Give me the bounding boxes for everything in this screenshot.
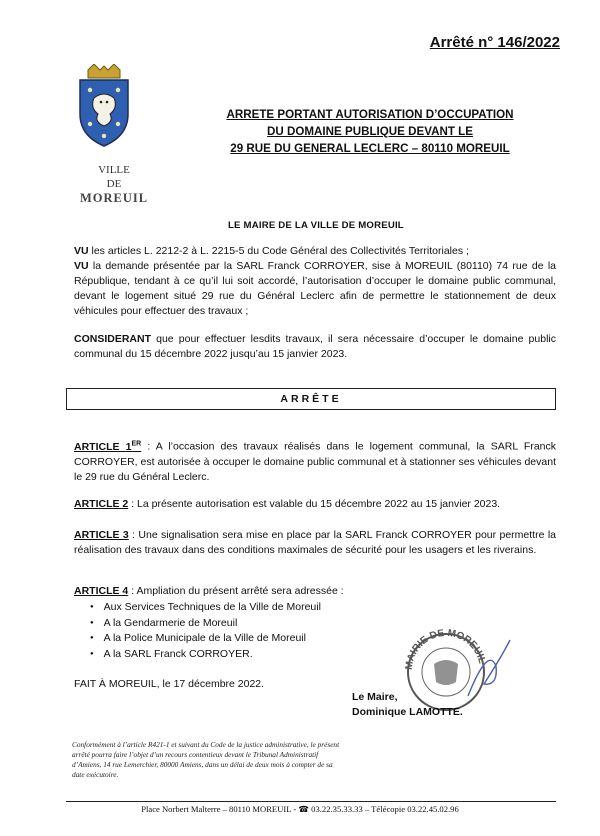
- footer-address: Place Norbert Malterre – 80110 MOREUIL - ☎ 03.22.35.33.33 – Télécopie 03.22.45.02.96: [141, 804, 459, 814]
- arrete-number: Arrêté n° 146/2022: [429, 34, 560, 51]
- town-name-line2: DE: [106, 178, 122, 190]
- list-item: ● Aux Services Techniques de la Ville de Moreuil: [90, 600, 321, 616]
- ampliation-list: [90, 600, 321, 662]
- considerant-text: que pour effectuer lesdits travaux, il sera nécessaire d’occuper le domaine public communal du 15 décembre 2022 jusqu’au 15 janvier 2023.: [74, 333, 556, 360]
- vu-paragraph-1: [74, 244, 556, 259]
- list-item: ● A la SARL Franck CORROYER.: [90, 647, 321, 663]
- article-3-text: : Une signalisation sera mise en place par la SARL Franck CORROYER pour permettre la réalisation des travaux dans des conditions maximales de sécurité pour les usagers et les riverains.: [74, 529, 556, 556]
- title-line2: DU DOMAINE PUBLIQUE DEVANT LE: [267, 125, 473, 138]
- vu-label: VU: [74, 245, 89, 257]
- article-4-label: ARTICLE 4: [74, 585, 129, 597]
- maire-heading: LE MAIRE DE LA VILLE DE MOREUIL: [228, 220, 404, 231]
- article-2-text: : La présente autorisation est valable du 15 décembre 2022 au 15 janvier 2023.: [128, 498, 501, 510]
- list-item: ● A la Gendarmerie de Moreuil: [90, 616, 321, 632]
- article-1-sup: ER: [131, 440, 142, 447]
- article-3: [74, 528, 556, 558]
- article-1: [74, 436, 556, 485]
- article-4-text: : Ampliation du présent arrêté sera adressée :: [128, 585, 344, 597]
- article-1-label-text: ARTICLE 1: [74, 440, 132, 453]
- visas-block: [74, 244, 556, 319]
- signatory-role: Le Maire,: [352, 691, 398, 703]
- vu-label: VU: [74, 260, 89, 272]
- title-line3: 29 RUE DU GENERAL LECLERC – 80110 MOREUIL: [230, 142, 510, 155]
- place-and-date: FAIT À MOREUIL, le 17 décembre 2022.: [74, 678, 265, 690]
- vu-paragraph-2: [74, 259, 556, 319]
- document-title: [190, 106, 550, 157]
- article-2-label: ARTICLE 2: [74, 498, 129, 510]
- town-name-line1: VILLE: [98, 164, 130, 176]
- stamp-text: MAIRIE DE MOREUIL: [403, 627, 488, 671]
- considerant-paragraph: [74, 332, 556, 362]
- article-1-label: [74, 441, 141, 453]
- signature-icon: [468, 640, 510, 696]
- coat-of-arms-logo: [74, 64, 134, 148]
- article-2: [74, 497, 556, 512]
- article-1-text: : A l’occasion des travaux réalisés dans le logement communal, la SARL Franck CORROYER, est autorisée à occuper le domaine public communal et à stationner ses véhicules devant le 29 rue du Général Leclerc.: [74, 440, 556, 483]
- signatory-name: Dominique LAMOTTE.: [352, 706, 463, 718]
- vu-text: les articles L. 2212-2 à L. 2215-5 du Code Général des Collectivités Territoriales ;: [88, 245, 469, 257]
- legal-footnote: Conformément à l’article R421-1 et suivant du Code de la justice administrative, le présent arrêté pourra faire l’objet d’un recours contentieux devant le Tribunal Administratif d’Amiens, 14 rue Lemerchier, 80000 Amiens, dans un délai de deux mois à compter de sa date exécutoire.: [72, 740, 340, 779]
- arrete-banner: ARRÊTE: [66, 388, 556, 410]
- list-item: ● A la Police Municipale de la Ville de Moreuil: [90, 631, 321, 647]
- article-3-label: ARTICLE 3: [74, 529, 129, 541]
- vu-text: la demande présentée par la SARL Franck CORROYER, sise à MOREUIL (80110) 74 rue de la République, tendant à ce qu’il lui soit accordé, l’autorisation d’occuper le domaine public communal, devant le logement situé 29 rue du Général Leclerc afin de permettre le stationnement de deux véhicules pour effectuer des travaux ;: [74, 260, 556, 317]
- town-name-logo: [72, 163, 156, 205]
- town-name-line3: MOREUIL: [79, 191, 149, 205]
- article-4: [74, 584, 556, 599]
- considerant-label: CONSIDERANT: [74, 333, 152, 345]
- signature-block: [352, 690, 463, 720]
- title-line1: ARRETE PORTANT AUTORISATION D’OCCUPATION: [226, 108, 514, 121]
